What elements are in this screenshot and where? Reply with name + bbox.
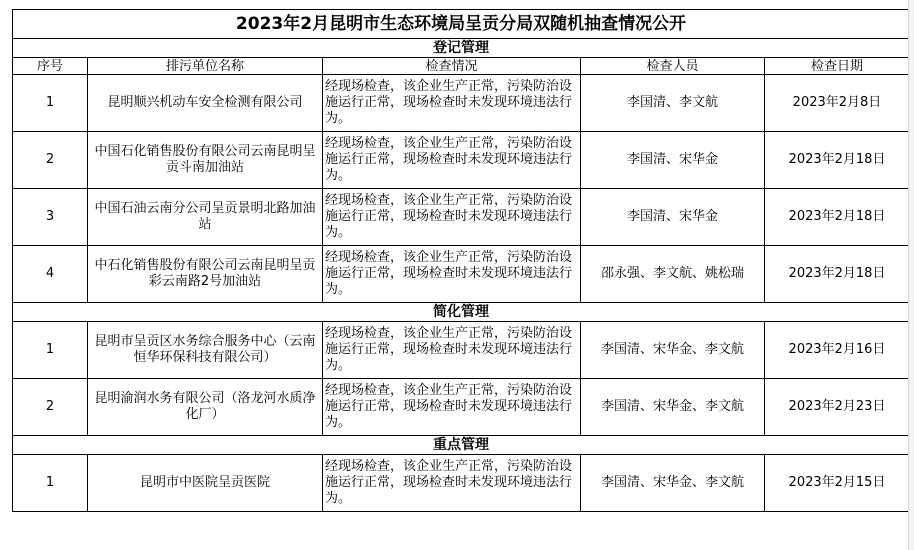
row-no: 1 bbox=[13, 75, 88, 132]
row-unit: 中石化销售股份有限公司云南昆明呈贡彩云南路2号加油站 bbox=[88, 246, 323, 303]
section-header-registration: 登记管理 bbox=[13, 39, 910, 58]
row-unit: 中国石化销售股份有限公司云南昆明呈贡斗南加油站 bbox=[88, 132, 323, 189]
row-date: 2023年2月23日 bbox=[765, 379, 910, 436]
row-result: 经现场检查，该企业生产正常，污染防治设施运行正常，现场检查时未发现环境违法行为。 bbox=[323, 379, 581, 436]
row-no: 1 bbox=[13, 455, 88, 512]
table-row bbox=[13, 132, 910, 189]
row-result: 经现场检查，该企业生产正常，污染防治设施运行正常，现场检查时未发现环境违法行为。 bbox=[323, 132, 581, 189]
row-unit: 昆明市呈贡区水务综合服务中心（云南恒华环保科技有限公司） bbox=[88, 322, 323, 379]
row-date: 2023年2月16日 bbox=[765, 322, 910, 379]
table-row bbox=[13, 379, 910, 436]
col-header-no: 序号 bbox=[13, 58, 88, 75]
right-edge bbox=[908, 0, 914, 550]
table-row bbox=[13, 455, 910, 512]
row-no: 2 bbox=[13, 379, 88, 436]
row-date: 2023年2月18日 bbox=[765, 132, 910, 189]
table-row bbox=[13, 322, 910, 379]
col-header-inspectors: 检查人员 bbox=[581, 58, 765, 75]
row-date: 2023年2月15日 bbox=[765, 455, 910, 512]
row-result: 经现场检查，该企业生产正常，污染防治设施运行正常，现场检查时未发现环境违法行为。 bbox=[323, 246, 581, 303]
table-row bbox=[13, 246, 910, 303]
row-unit: 昆明市中医院呈贡医院 bbox=[88, 455, 323, 512]
table-row bbox=[13, 189, 910, 246]
col-header-date: 检查日期 bbox=[765, 58, 910, 75]
row-inspectors: 邵永强、李文航、姚松瑞 bbox=[581, 246, 765, 303]
row-inspectors: 李国清、宋华金 bbox=[581, 189, 765, 246]
col-header-result: 检查情况 bbox=[323, 58, 581, 75]
row-unit: 昆明顺兴机动车安全检测有限公司 bbox=[88, 75, 323, 132]
section-header-simplified: 简化管理 bbox=[13, 303, 910, 322]
row-date: 2023年2月18日 bbox=[765, 246, 910, 303]
row-inspectors: 李国清、李文航 bbox=[581, 75, 765, 132]
column-header-row bbox=[13, 58, 910, 75]
row-no: 4 bbox=[13, 246, 88, 303]
row-unit: 中国石油云南分公司呈贡景明北路加油站 bbox=[88, 189, 323, 246]
row-inspectors: 李国清、宋华金、李文航 bbox=[581, 379, 765, 436]
row-result: 经现场检查，该企业生产正常，污染防治设施运行正常，现场检查时未发现环境违法行为。 bbox=[323, 322, 581, 379]
row-result: 经现场检查，该企业生产正常，污染防治设施运行正常，现场检查时未发现环境违法行为。 bbox=[323, 75, 581, 132]
row-no: 1 bbox=[13, 322, 88, 379]
row-no: 2 bbox=[13, 132, 88, 189]
row-result: 经现场检查，该企业生产正常，污染防治设施运行正常，现场检查时未发现环境违法行为。 bbox=[323, 455, 581, 512]
row-result: 经现场检查，该企业生产正常，污染防治设施运行正常，现场检查时未发现环境违法行为。 bbox=[323, 189, 581, 246]
inspection-table bbox=[12, 9, 910, 512]
table-row bbox=[13, 75, 910, 132]
col-header-unit: 排污单位名称 bbox=[88, 58, 323, 75]
table-title: 2023年2月昆明市生态环境局呈贡分局双随机抽查情况公开 bbox=[13, 10, 910, 39]
row-date: 2023年2月8日 bbox=[765, 75, 910, 132]
section-header-key: 重点管理 bbox=[13, 436, 910, 455]
row-inspectors: 李国清、宋华金 bbox=[581, 132, 765, 189]
row-inspectors: 李国清、宋华金、李文航 bbox=[581, 455, 765, 512]
row-inspectors: 李国清、宋华金、李文航 bbox=[581, 322, 765, 379]
row-unit: 昆明渝润水务有限公司（洛龙河水质净化厂） bbox=[88, 379, 323, 436]
row-date: 2023年2月18日 bbox=[765, 189, 910, 246]
row-no: 3 bbox=[13, 189, 88, 246]
